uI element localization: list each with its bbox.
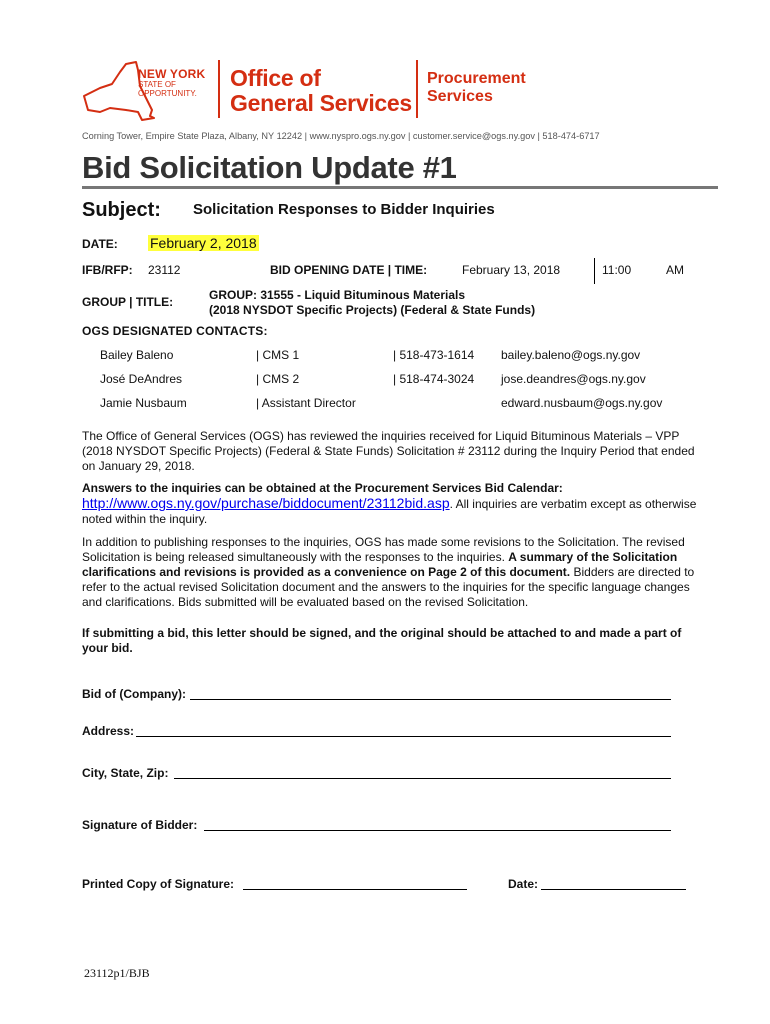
contact-email[interactable]: bailey.baleno@ogs.ny.gov	[501, 348, 641, 362]
signature-label: Signature of Bidder:	[82, 818, 198, 832]
ps-line-2: Services	[427, 88, 493, 105]
page-title: Bid Solicitation Update #1	[82, 150, 457, 185]
subject-text: Solicitation Responses to Bidder Inquiries	[193, 201, 495, 218]
date-value: February 2, 2018	[150, 235, 257, 251]
group-title	[209, 288, 535, 318]
group-line-1: GROUP: 31555 - Liquid Bituminous Materials	[209, 288, 466, 302]
revisions-paragraph	[82, 535, 702, 610]
title-rule	[82, 186, 718, 189]
time-divider	[594, 258, 595, 284]
contact-name: Bailey Baleno	[100, 348, 174, 362]
procurement-services-logo-text	[427, 70, 526, 106]
new-york-logo-text	[138, 68, 205, 98]
revisions-bold-text: A summary of the Solicitation clarifications and revisions is provided as a convenience on Page 2 of this document.	[82, 550, 678, 579]
ifb-label: IFB/RFP:	[82, 263, 133, 277]
group-line-2: (2018 NYSDOT Specific Projects) (Federal & State Funds)	[209, 303, 536, 317]
date-field-label: Date:	[508, 877, 539, 891]
bid-opening-ampm: AM	[666, 263, 684, 277]
contact-phone: | 518-473-1614	[393, 348, 475, 362]
logo-divider	[218, 60, 220, 118]
contact-phone: | 518-474-3024	[393, 372, 475, 386]
contact-role: | CMS 1	[256, 348, 300, 362]
ogs-line-2: General Services	[230, 90, 412, 116]
address-field[interactable]	[136, 736, 671, 737]
intro-paragraph: The Office of General Services (OGS) has reviewed the inquiries received for Liquid Bituminous Materials – VPP (2018 NYSDOT Specific Projects) (Federal & State Funds) Solicitation # 23112 during the Inquiry Period that ended on January 29, 2018.	[82, 429, 695, 473]
answers-bold-text: Answers to the inquiries can be obtained at the Procurement Services Bid Calendar:	[82, 481, 563, 495]
company-label: Bid of (Company):	[82, 687, 186, 701]
address-label: Address:	[82, 724, 135, 738]
signing-instruction: If submitting a bid, this letter should be signed, and the original should be attached to and made a part of your bid.	[82, 626, 682, 655]
contact-line: Corning Tower, Empire State Plaza, Albany, NY 12242 | www.nyspro.ogs.ny.gov | customer.service@ogs.ny.gov | 518-474-6717	[82, 131, 600, 141]
company-field[interactable]	[190, 699, 671, 700]
contact-email[interactable]: jose.deandres@ogs.ny.gov	[501, 372, 646, 386]
logo-line-1: NEW YORK	[138, 67, 206, 81]
answers-rest-text: . All inquiries are verbatim except as otherwise noted within the inquiry.	[82, 497, 697, 526]
logo-line-3: OPPORTUNITY.	[138, 89, 197, 98]
revisions-text-a: In addition to publishing responses to the inquiries, OGS has made some revisions to the Solicitation. The revised Solicitation is being released simultaneously with the responses to the inquiries.	[82, 535, 685, 564]
contacts-heading: OGS DESIGNATED CONTACTS:	[82, 324, 268, 338]
contact-role: | CMS 2	[256, 372, 300, 386]
subject-label: Subject:	[82, 199, 161, 221]
ogs-logo-text	[230, 66, 412, 116]
printed-signature-label: Printed Copy of Signature:	[82, 877, 235, 891]
contact-email[interactable]: edward.nusbaum@ogs.ny.gov	[501, 396, 663, 410]
signature-field[interactable]	[204, 830, 671, 831]
contact-name: Jamie Nusbaum	[100, 396, 187, 410]
city-state-zip-label: City, State, Zip:	[82, 766, 169, 780]
city-state-zip-field[interactable]	[174, 778, 671, 779]
ifb-value: 23112	[148, 263, 181, 277]
footer-code: 23112p1/BJB	[84, 966, 150, 980]
bid-opening-label: BID OPENING DATE | TIME:	[270, 263, 428, 277]
answers-paragraph	[82, 481, 702, 527]
group-label: GROUP | TITLE:	[82, 295, 174, 309]
date-field[interactable]	[541, 889, 686, 890]
ogs-line-1: Office of	[230, 65, 321, 91]
bid-opening-date: February 13, 2018	[462, 263, 561, 277]
revisions-text-b: Bidders are directed to refer to the actual revised Solicitation document and the answers to the inquiries for the specific language changes and clarifications. Bids submitted will be evaluated based on the revised Solicitation.	[82, 565, 695, 609]
printed-signature-field[interactable]	[243, 889, 467, 890]
contact-name: José DeAndres	[100, 372, 183, 386]
bid-opening-time: 11:00	[602, 263, 632, 277]
logo-divider-2	[416, 60, 418, 118]
date-label: DATE:	[82, 237, 118, 251]
logo-line-2: STATE OF	[138, 80, 176, 89]
contact-role: | Assistant Director	[256, 396, 356, 410]
ps-line-1: Procurement	[427, 70, 526, 87]
bid-calendar-link[interactable]: http://www.ogs.ny.gov/purchase/biddocument/23112bid.asp	[82, 495, 450, 511]
